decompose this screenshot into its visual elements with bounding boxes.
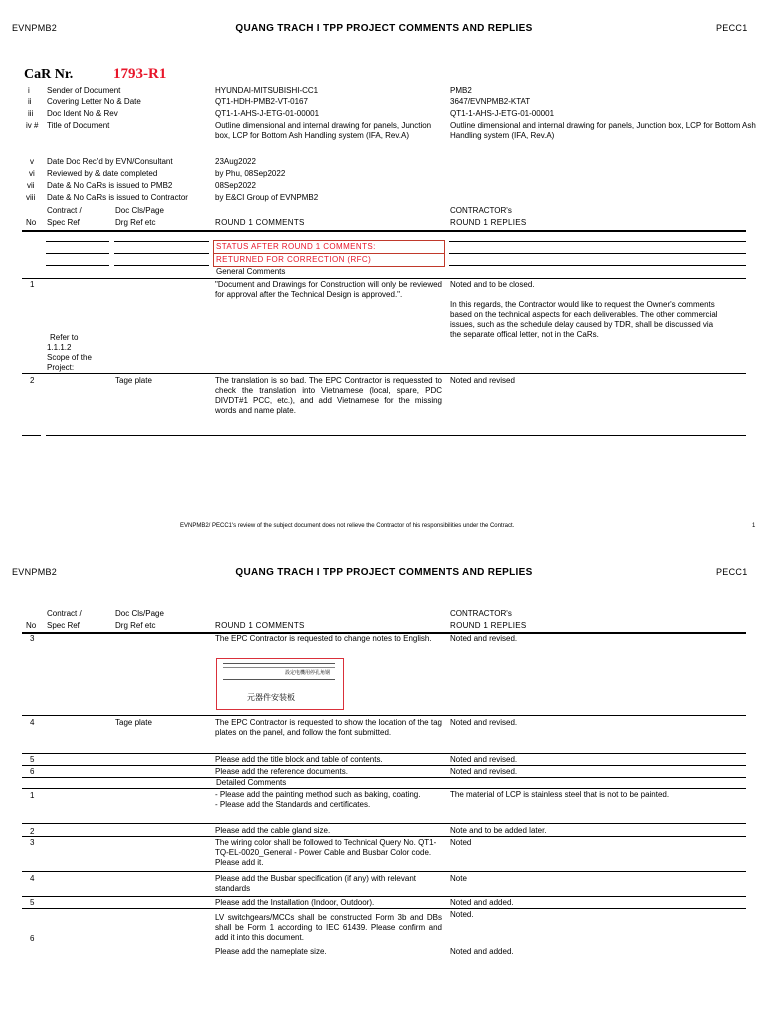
info-value-pmb2: QT1-1-AHS-J-ETG-01-00001 bbox=[450, 109, 555, 118]
drawing-note: 設定电機用停孔角钢 bbox=[285, 670, 331, 676]
row-reply: Noted and to be closed. bbox=[450, 280, 535, 289]
info-value: Outline dimensional and internal drawing for panels, Junction box, LCP for Bottom Ash Handling system (IFA, Rev.A) bbox=[215, 121, 432, 140]
info-num: iii bbox=[28, 109, 34, 118]
row-comment: The EPC Contractor is requested to change notes to English. bbox=[215, 634, 432, 643]
status-label: STATUS AFTER ROUND 1 COMMENTS: bbox=[216, 242, 376, 251]
col-doc-1: Doc Cls/Page bbox=[115, 609, 164, 618]
row-comment: Please add the title block and table of contents. bbox=[215, 755, 383, 764]
row-reply: Noted and added. bbox=[450, 947, 514, 956]
header-left: EVNPMB2 bbox=[12, 567, 58, 577]
info-value: by Phu, 08Sep2022 bbox=[215, 169, 286, 178]
refer-line: Scope of the bbox=[47, 353, 92, 362]
row-comment: The wiring color shall be followed to Technical Query No. QT1-TQ-EL-0020_General - Power Cable and Busbar Color code. Please add it. bbox=[215, 838, 437, 867]
detailed-comments-heading: Detailed Comments bbox=[216, 778, 287, 787]
drawing-caption: 元器件安装板 bbox=[247, 693, 295, 702]
info-value: QT1-1-AHS-J-ETG-01-00001 bbox=[215, 109, 320, 118]
header-left: EVNPMB2 bbox=[12, 23, 58, 33]
col-replies-2: ROUND 1 REPLIES bbox=[450, 218, 527, 227]
row-comment: Please add the Installation (Indoor, Outdoor). bbox=[215, 898, 375, 907]
row-number: 2 bbox=[30, 827, 35, 836]
row-comment: The EPC Contractor is requested to show the location of the tag plates on the panel, and follow the font submitted. bbox=[215, 718, 442, 737]
car-number: 1793-R1 bbox=[113, 66, 167, 82]
row-number: 2 bbox=[30, 376, 35, 385]
col-replies-1: CONTRACTOR's bbox=[450, 609, 512, 618]
info-num: v bbox=[30, 157, 34, 166]
refer-line: Project: bbox=[47, 363, 75, 372]
info-value: HYUNDAI-MITSUBISHI-CC1 bbox=[215, 86, 319, 95]
info-value: QT1-HDH-PMB2-VT-0167 bbox=[215, 97, 308, 106]
info-label: Reviewed by & date completed bbox=[47, 169, 158, 178]
info-value: by E&CI Group of EVNPMB2 bbox=[215, 193, 319, 202]
col-doc-2: Drg Ref etc bbox=[115, 218, 156, 227]
info-label: Doc Ident No & Rev bbox=[47, 109, 118, 118]
info-num: i bbox=[28, 86, 30, 95]
col-no: No bbox=[26, 621, 37, 630]
row-reply: Note and to be added later. bbox=[450, 826, 547, 835]
col-spec-2: Spec Ref bbox=[47, 621, 80, 630]
row-reply: The material of LCP is stainless steel that is not to be painted. bbox=[450, 790, 670, 799]
info-label: Date & No CaRs is issued to PMB2 bbox=[47, 181, 173, 190]
row-comment: "Document and Drawings for Construction will only be reviewed for approval after the Technical Design is approved.". bbox=[215, 280, 442, 299]
col-spec-2: Spec Ref bbox=[47, 218, 80, 227]
page-number: 1 bbox=[752, 523, 756, 529]
row-reply: Noted and revised. bbox=[450, 755, 518, 764]
info-value-pmb2: PMB2 bbox=[450, 86, 472, 95]
refer-line: 1.1.1.2 bbox=[47, 343, 72, 352]
info-label: Date & No CaRs is issued to Contractor bbox=[47, 193, 188, 202]
drawing-snippet bbox=[216, 658, 344, 710]
row-number: 6 bbox=[30, 934, 35, 943]
row-reply: Noted and revised. bbox=[450, 718, 518, 727]
info-num: vii bbox=[27, 181, 35, 190]
row-comment: Please add the reference documents. bbox=[215, 767, 348, 776]
col-comments: ROUND 1 COMMENTS bbox=[215, 621, 305, 630]
col-doc-1: Doc Cls/Page bbox=[115, 206, 164, 215]
col-spec-1: Contract / bbox=[47, 206, 82, 215]
car-label: CaR Nr. bbox=[24, 67, 74, 82]
row-number: 4 bbox=[30, 718, 35, 727]
row-comment: Please add the nameplate size. bbox=[215, 947, 327, 956]
info-num: vi bbox=[29, 169, 35, 178]
header-right: PECC1 bbox=[716, 567, 748, 577]
col-comments: ROUND 1 COMMENTS bbox=[215, 218, 305, 227]
info-num: ii bbox=[28, 97, 32, 106]
row-doc-ref: Tage plate bbox=[115, 376, 152, 385]
info-num: iv # bbox=[26, 121, 39, 130]
row-reply: Noted bbox=[450, 838, 472, 847]
row-number: 3 bbox=[30, 634, 35, 643]
page-title: QUANG TRACH I TPP PROJECT COMMENTS AND REPLIES bbox=[235, 23, 533, 34]
info-num: viii bbox=[26, 193, 36, 202]
col-doc-2: Drg Ref etc bbox=[115, 621, 156, 630]
col-spec-1: Contract / bbox=[47, 609, 82, 618]
row-reply-detail: In this regards, the Contractor would like to request the Owner's comments based on the technical aspects for each deliverables. The other commercial issues, such as the schedule delay caused by TDR, shall be discussed via the separate offical letter, not in the CaRs. bbox=[450, 300, 718, 339]
footer-disclaimer: EVNPMB2/ PECC1's review of the subject document does not relieve the Contractor of his responsibilities under the Contract. bbox=[180, 523, 515, 529]
row-reply: Noted. bbox=[450, 910, 474, 919]
row-number: 1 bbox=[30, 280, 35, 289]
general-comments-heading: General Comments bbox=[216, 267, 286, 276]
info-label: Title of Document bbox=[47, 121, 110, 130]
row-reply: Noted and revised bbox=[450, 376, 515, 385]
info-value-pmb2: 3647/EVNPMB2-KTAT bbox=[450, 97, 531, 106]
refer-line: Refer to bbox=[50, 333, 79, 342]
row-reply: Noted and revised. bbox=[450, 767, 518, 776]
row-comment: LV switchgears/MCCs shall be constructed Form 3b and DBs shall be Form 1 according to IEC 61439. Please confirm and add it into this document. bbox=[215, 913, 442, 942]
col-replies-2: ROUND 1 REPLIES bbox=[450, 621, 527, 630]
info-label: Covering Letter No & Date bbox=[47, 97, 141, 106]
row-number: 6 bbox=[30, 767, 35, 776]
info-value-pmb2: Outline dimensional and internal drawing for panels, Junction box, LCP for Bottom Ash Handling system (IFA, Rev.A) bbox=[450, 121, 756, 140]
row-comment: The translation is so bad. The EPC Contractor is requessted to check the translation into Vietnamese (local, spare, PDC DIVDT#1 PCC, etc.), and add Vietnamese for the missing words and name plate. bbox=[215, 376, 442, 415]
info-value: 23Aug2022 bbox=[215, 157, 256, 166]
row-reply: Noted and added. bbox=[450, 898, 514, 907]
header-right: PECC1 bbox=[716, 23, 748, 33]
row-comment: - Please add the painting method such as baking, coating. - Please add the Standards and certificates. bbox=[215, 790, 421, 809]
row-reply: Note bbox=[450, 874, 467, 883]
row-reply: Noted and revised. bbox=[450, 634, 518, 643]
info-label: Date Doc Rec'd by EVN/Consultant bbox=[47, 157, 173, 166]
row-number: 1 bbox=[30, 791, 35, 800]
col-replies-1: CONTRACTOR's bbox=[450, 206, 512, 215]
row-number: 5 bbox=[30, 755, 35, 764]
info-label: Sender of Document bbox=[47, 86, 121, 95]
row-number: 3 bbox=[30, 838, 35, 847]
row-number: 4 bbox=[30, 874, 35, 883]
info-value: 08Sep2022 bbox=[215, 181, 256, 190]
row-comment: Please add the cable gland size. bbox=[215, 826, 331, 835]
row-comment: Please add the Busbar specification (if any) with relevant standards bbox=[215, 874, 416, 893]
col-no: No bbox=[26, 218, 37, 227]
status-value: RETURNED FOR CORRECTION (RFC) bbox=[216, 255, 372, 264]
row-doc-ref: Tage plate bbox=[115, 718, 152, 727]
page-title: QUANG TRACH I TPP PROJECT COMMENTS AND REPLIES bbox=[235, 567, 533, 578]
row-number: 5 bbox=[30, 898, 35, 907]
